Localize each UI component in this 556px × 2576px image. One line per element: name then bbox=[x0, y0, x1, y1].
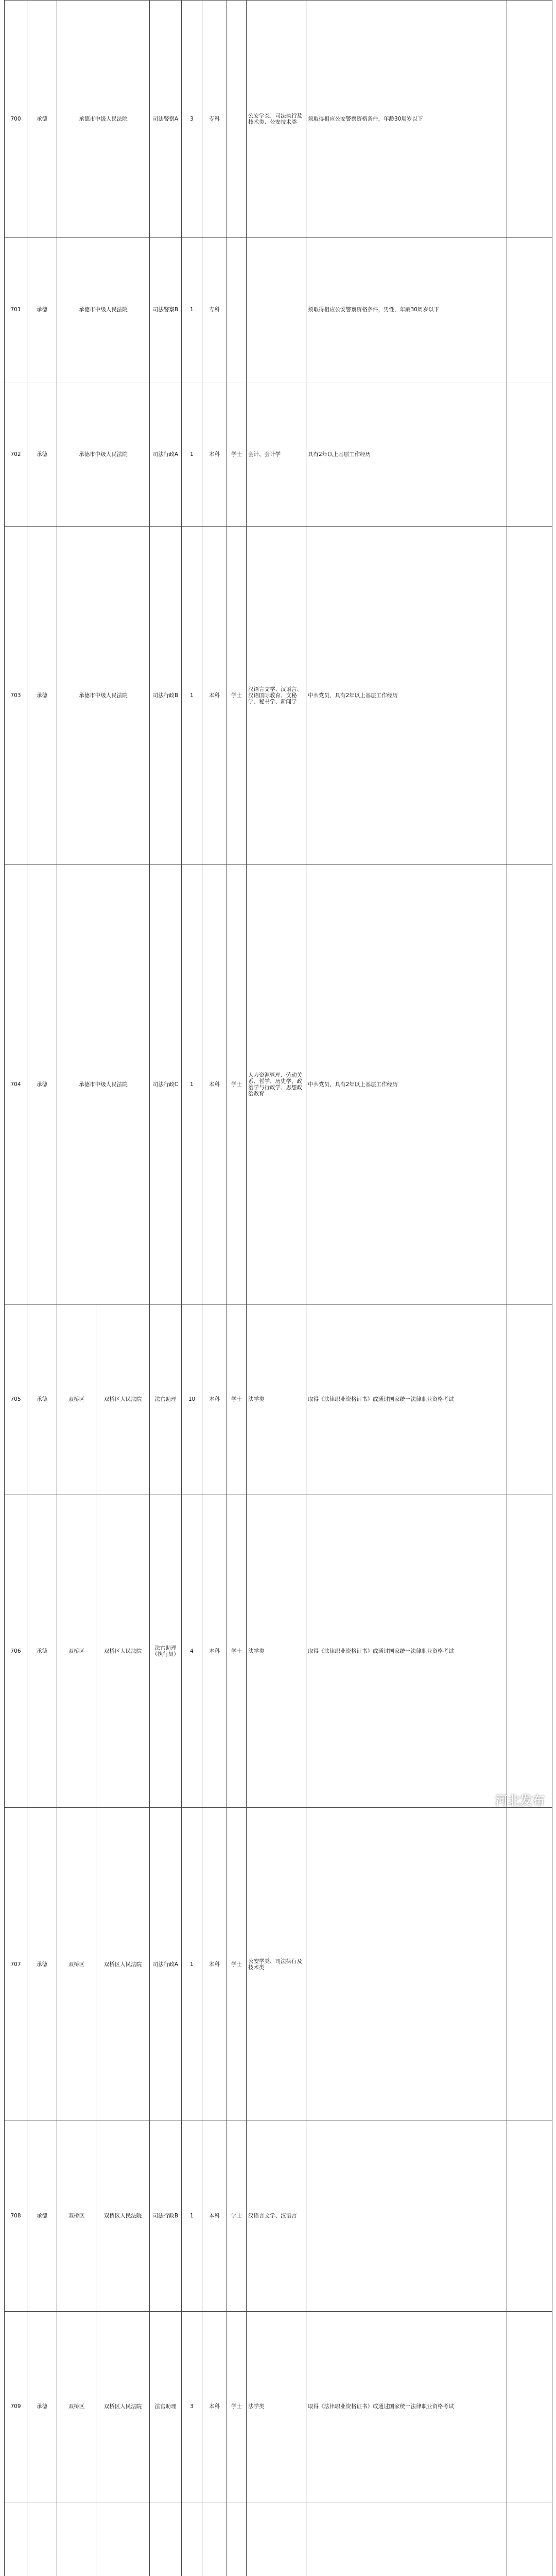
table-cell: 取得《法律职业资格证书》或通过国家统一法律职业资格考试 bbox=[306, 1495, 507, 1808]
table-cell bbox=[507, 2311, 552, 2502]
table-cell: 双桥区 bbox=[57, 1495, 96, 1808]
table-cell: 承德市中级人民法院 bbox=[57, 382, 150, 527]
table-cell: 本科 bbox=[202, 1808, 227, 2121]
table-cell: 学士 bbox=[227, 1304, 247, 1495]
table-cell: 法官助理 bbox=[150, 2311, 182, 2502]
table-cell: 707 bbox=[5, 1808, 27, 2121]
table-cell: 须取得相应公安警察资格条件，年龄30周岁以下 bbox=[306, 1, 507, 238]
table-row bbox=[5, 865, 552, 1304]
table-cell: 汉语言文学、汉语言 bbox=[247, 2121, 306, 2311]
table-cell: 双桥区人民法院 bbox=[96, 1808, 150, 2121]
table-cell bbox=[227, 2502, 247, 2576]
table-cell: 学士 bbox=[227, 2121, 247, 2311]
table-row bbox=[5, 382, 552, 527]
table-cell bbox=[182, 2502, 202, 2576]
table-cell bbox=[306, 2121, 507, 2311]
table-cell bbox=[507, 1, 552, 238]
table-cell: 702 bbox=[5, 382, 27, 527]
table-cell: 会计、会计学 bbox=[247, 382, 306, 527]
table-cell: 701 bbox=[5, 238, 27, 382]
table-cell: 双桥区人民法院 bbox=[96, 2311, 150, 2502]
table-cell: 司法行政B bbox=[150, 2121, 182, 2311]
table-cell: 本科 bbox=[202, 865, 227, 1304]
table-cell bbox=[507, 527, 552, 865]
table-cell: 人力资源管理、劳动关系、哲学、历史学、政治学与行政学、思想政治教育 bbox=[247, 865, 306, 1304]
table-cell bbox=[5, 2502, 27, 2576]
table-cell: 承德 bbox=[27, 1808, 57, 2121]
table-cell: 承德 bbox=[27, 527, 57, 865]
table-cell: 双桥区 bbox=[57, 2311, 96, 2502]
table-cell: 700 bbox=[5, 1, 27, 238]
table-cell bbox=[507, 1495, 552, 1808]
table-cell bbox=[150, 2502, 182, 2576]
table-cell: 承德 bbox=[27, 865, 57, 1304]
table-row bbox=[5, 2502, 552, 2576]
table-cell: 法学类 bbox=[247, 1495, 306, 1808]
table-cell: 专科 bbox=[202, 1, 227, 238]
table-cell: 3 bbox=[182, 2311, 202, 2502]
table-cell bbox=[306, 2502, 507, 2576]
table-cell: 中共党员，具有2年以上基层工作经历 bbox=[306, 527, 507, 865]
table-cell: 承德 bbox=[27, 1304, 57, 1495]
table-cell: 司法行政C bbox=[150, 865, 182, 1304]
table-cell bbox=[507, 382, 552, 527]
table-row bbox=[5, 2121, 552, 2311]
table-cell bbox=[306, 1808, 507, 2121]
table-cell: 法官助理（执行员） bbox=[150, 1495, 182, 1808]
table-cell: 本科 bbox=[202, 2311, 227, 2502]
table-cell: 承德市中级人民法院 bbox=[57, 865, 150, 1304]
table-cell: 本科 bbox=[202, 2121, 227, 2311]
table-cell bbox=[227, 238, 247, 382]
table-cell: 3 bbox=[182, 1, 202, 238]
table-cell: 双桥区 bbox=[57, 2121, 96, 2311]
table-cell: 取得《法律职业资格证书》或通过国家统一法律职业资格考试 bbox=[306, 1304, 507, 1495]
table-cell: 汉语言文学、汉语言、汉语国际教育、文秘学、秘书学、新闻学 bbox=[247, 527, 306, 865]
table-cell: 709 bbox=[5, 2311, 27, 2502]
table-cell: 承德 bbox=[27, 382, 57, 527]
table-cell: 本科 bbox=[202, 1304, 227, 1495]
table-cell: 705 bbox=[5, 1304, 27, 1495]
table-cell: 1 bbox=[182, 238, 202, 382]
table-cell: 本科 bbox=[202, 1495, 227, 1808]
table-cell: 学士 bbox=[227, 1808, 247, 2121]
table-cell: 双桥区人民法院 bbox=[96, 2121, 150, 2311]
table-cell: 承德 bbox=[27, 238, 57, 382]
table-cell: 1 bbox=[182, 382, 202, 527]
table-body bbox=[5, 1, 552, 2576]
table-cell: 学士 bbox=[227, 527, 247, 865]
table-cell: 承德市中级人民法院 bbox=[57, 527, 150, 865]
table-row bbox=[5, 238, 552, 382]
table-cell: 具有2年以上基层工作经历 bbox=[306, 382, 507, 527]
table-cell bbox=[247, 2502, 306, 2576]
table-cell: 1 bbox=[182, 527, 202, 865]
table-cell: 双桥区 bbox=[57, 1808, 96, 2121]
table-cell: 法学类 bbox=[247, 1304, 306, 1495]
table-row bbox=[5, 1808, 552, 2121]
table-row bbox=[5, 1, 552, 238]
table-cell bbox=[507, 865, 552, 1304]
table-cell: 双桥区 bbox=[57, 1304, 96, 1495]
table-cell: 1 bbox=[182, 2121, 202, 2311]
table-cell: 公安学类、司法执行及技术类 bbox=[247, 1808, 306, 2121]
table-row bbox=[5, 1495, 552, 1808]
table-cell: 专科 bbox=[202, 238, 227, 382]
table-cell: 10 bbox=[182, 1304, 202, 1495]
table-cell bbox=[27, 2502, 57, 2576]
table-cell: 中共党员，具有2年以上基层工作经历 bbox=[306, 865, 507, 1304]
table-cell: 法学类 bbox=[247, 2311, 306, 2502]
table-cell: 703 bbox=[5, 527, 27, 865]
table-cell: 1 bbox=[182, 865, 202, 1304]
table-cell: 承德 bbox=[27, 1, 57, 238]
table-cell bbox=[57, 2502, 96, 2576]
table-cell bbox=[247, 238, 306, 382]
weibo-icon bbox=[474, 1793, 491, 1806]
table-cell: 公安学类、司法执行及技术类、公安技术类 bbox=[247, 1, 306, 238]
table-cell: 双桥区人民法院 bbox=[96, 1495, 150, 1808]
table-row bbox=[5, 2311, 552, 2502]
table-cell: 4 bbox=[182, 1495, 202, 1808]
table-cell bbox=[227, 1, 247, 238]
recruitment-table bbox=[4, 0, 552, 2576]
table-cell: 本科 bbox=[202, 527, 227, 865]
table-cell: 法官助理 bbox=[150, 1304, 182, 1495]
table-cell bbox=[202, 2502, 227, 2576]
table-row bbox=[5, 1304, 552, 1495]
table-cell: 司法警察A bbox=[150, 1, 182, 238]
table-cell: 承德市中级人民法院 bbox=[57, 238, 150, 382]
table-cell: 学士 bbox=[227, 382, 247, 527]
table-cell: 须取得相应公安警察资格条件，男性，年龄30周岁以下 bbox=[306, 238, 507, 382]
table-cell: 取得《法律职业资格证书》或通过国家统一法律职业资格考试 bbox=[306, 2311, 507, 2502]
table-cell bbox=[507, 2502, 552, 2576]
table-cell: 706 bbox=[5, 1495, 27, 1808]
table-cell: 承德 bbox=[27, 2121, 57, 2311]
table-cell: 承德市中级人民法院 bbox=[57, 1, 150, 238]
table-cell: 双桥区人民法院 bbox=[96, 1304, 150, 1495]
table-cell bbox=[507, 1304, 552, 1495]
table-cell bbox=[507, 2121, 552, 2311]
table-cell bbox=[507, 1808, 552, 2121]
table-cell: 承德 bbox=[27, 2311, 57, 2502]
table-cell: 704 bbox=[5, 865, 27, 1304]
table-cell: 司法行政A bbox=[150, 382, 182, 527]
table-cell: 学士 bbox=[227, 2311, 247, 2502]
table-cell bbox=[507, 238, 552, 382]
table-cell bbox=[96, 2502, 150, 2576]
table-cell: 司法警察B bbox=[150, 238, 182, 382]
watermark bbox=[474, 1790, 545, 1808]
table-cell: 司法行政A bbox=[150, 1808, 182, 2121]
table-cell: 1 bbox=[182, 1808, 202, 2121]
table-row bbox=[5, 527, 552, 865]
table-cell: 708 bbox=[5, 2121, 27, 2311]
table-cell: 学士 bbox=[227, 865, 247, 1304]
watermark-text: 河北发布 bbox=[495, 1790, 545, 1808]
table-cell: 本科 bbox=[202, 382, 227, 527]
table-cell: 承德 bbox=[27, 1495, 57, 1808]
table-cell: 学士 bbox=[227, 1495, 247, 1808]
table-cell: 司法行政B bbox=[150, 527, 182, 865]
